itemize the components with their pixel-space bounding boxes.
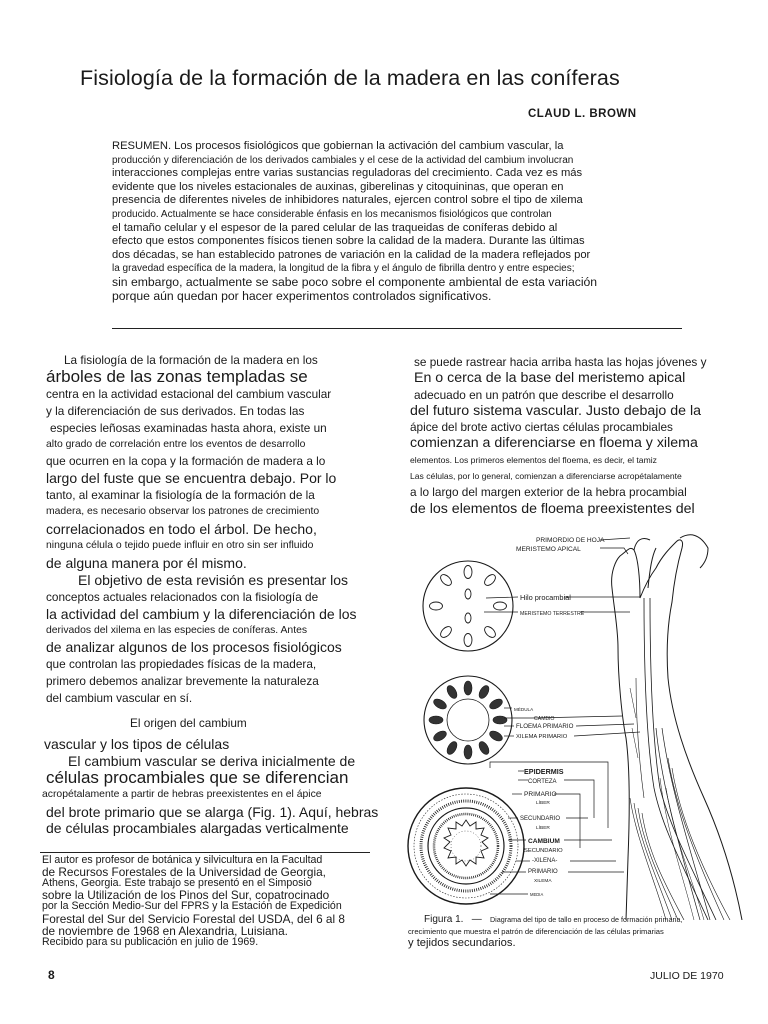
label-liber: LÍBER [536, 801, 550, 806]
body-line: alto grado de correlación entre los eventos de desarrollo [46, 438, 306, 450]
cross-section-primary [423, 561, 513, 651]
body-line: y la diferenciación de sus derivados. En todas las [46, 403, 305, 418]
abstract-line: producido. Actualmente se hace considerable énfasis en los mecanismos fisiológicos que controlan [112, 208, 552, 220]
label-secundario: SECUNDARIO [520, 816, 561, 822]
abstract [112, 140, 684, 303]
footnote [42, 855, 378, 948]
left-column [40, 352, 380, 837]
body-line: células procambiales que se diferencian [46, 767, 349, 787]
abstract-line: sin embargo, actualmente se sabe poco sobre el componente ambiental de esta variación [112, 274, 598, 289]
author-name: CLAUD L. BROWN [528, 108, 637, 120]
body-line: de células procambiales alargadas verticalmente [46, 820, 349, 837]
label-liber-2: LÍBER [536, 826, 550, 831]
footnote-line: Recibido para su publicación en julio de 1969. [42, 935, 259, 948]
right-column [404, 354, 744, 517]
footnote-line: sobre la Utilización de los Pinos del Sur, copatrocinado [42, 888, 330, 903]
label-hilo-procambial: Hilo procambial [520, 593, 571, 602]
label-primario: PRIMARIO [524, 791, 557, 798]
body-line: del cambium vascular en sí. [46, 691, 193, 706]
body-line: El cambium vascular se deriva inicialmente de [68, 752, 356, 769]
body-line: largo del fuste que se encuentra debajo. Por lo [46, 470, 337, 487]
body-line: árboles de las zonas templadas se [46, 366, 308, 386]
label-primordio: PRIMORDIO DE HOJA [536, 537, 605, 544]
cross-section-secondary [424, 676, 512, 764]
body-line: centra en la actividad estacional del cambium vascular [46, 386, 332, 401]
body-line: especies leñosas examinadas hasta ahora, existe un [50, 420, 327, 435]
label-epidermis: EPIDERMIS [524, 767, 564, 776]
cross-section-mature [408, 788, 524, 904]
body-line: madera, es necesario observar los patrones de crecimiento [46, 506, 320, 518]
caption-line-3: y tejidos secundarios. [408, 937, 516, 949]
abstract-line: la gravedad específica de la madera, la longitud de la fibra y el ángulo de fibrilla dentro y entre especies; [112, 263, 575, 275]
body-line: ápice del brote activo ciertas células procambiales [410, 420, 673, 435]
abstract-line: dos décadas, se han establecido patrones de variación en la calidad de la madera reflejados por [112, 248, 591, 261]
footnote-line: Athens, Georgia. Este trabajo se presentó en el Simposio [42, 877, 312, 890]
footnote-line: de noviembre de 1968 en Alexandria, Luisiana. [42, 923, 288, 938]
abstract-divider [112, 328, 682, 329]
stem-diagram-figure [404, 528, 748, 920]
footnote-line: de Recursos Forestales de la Universidad de Georgia, [42, 865, 326, 880]
page-number: 8 [48, 968, 55, 982]
abstract-line: interacciones complejas entre varias sustancias reguladoras del crecimiento. Cada vez es más [112, 167, 583, 180]
body-line: comienzan a diferenciarse en floema y xilema [410, 435, 698, 452]
footnote-line: Forestal del Sur del Servicio Forestal del USDA, del 6 al 8 [42, 911, 345, 926]
abstract-line: evidente que los niveles estacionales de auxinas, giberelinas y citoquininas, que operan en [112, 180, 564, 193]
section-heading: vascular y los tipos de células [44, 735, 230, 752]
body-line: adecuado en un patrón que describe el desarrollo [414, 387, 674, 402]
body-line: de los elementos de floema preexistentes del [410, 500, 695, 517]
caption-figure-label: Figura 1. [424, 914, 464, 925]
body-line: En o cerca de la base del meristemo apical [414, 370, 686, 387]
abstract-line: efecto que estos componentes físicos tienen sobre la calidad de la madera. Durante las últimas [112, 235, 585, 248]
article-title: Fisiología de la formación de la madera en las coníferas [80, 66, 620, 90]
label-medula: MÉDULA [514, 707, 534, 712]
label-media: MEDIA [530, 892, 544, 897]
leader-lines [484, 538, 640, 894]
figure-caption [408, 914, 754, 950]
label-corteza: CORTEZA [528, 779, 557, 785]
body-line: El objetivo de esta revisión es presentar los [78, 571, 349, 588]
abstract-line: presencia de diferentes niveles de inhibidores naturales, ejercen control sobre el tipo de xilema [112, 194, 583, 207]
body-line: primero debemos analizar brevemente la naturaleza [46, 674, 319, 689]
abstract-line: porque aún quedan por hacer experimentos controlados significativos. [112, 288, 492, 303]
section-heading: El origen del cambium [130, 716, 247, 731]
body-line: de analizar algunos de los procesos fisiológicos [46, 639, 342, 656]
caption-dash: — [471, 914, 482, 925]
label-xilema-primario: XILEMA PRIMARIO [516, 734, 568, 740]
body-line: que ocurren en la copa y la formación de madera a lo [46, 454, 326, 469]
abstract-line: RESUMEN. Los procesos fisiológicos que gobiernan la activación del cambium vascular, la [112, 140, 564, 152]
body-line: que controlan las propiedades físicas de la madera, [46, 657, 317, 672]
footnote-line: por la Sección Medio-Sur del FPRS y la Estación de Expedición [42, 900, 342, 913]
body-line: conceptos actuales relacionados con la fisiología de [46, 589, 319, 604]
shoot-longitudinal-section [612, 535, 742, 920]
label-xilema: XILEMA [534, 879, 552, 884]
label-floema-primario: FLOEMA PRIMARIO [516, 723, 574, 730]
abstract-line: producción y diferenciación de los derivados cambiales y el cese de la actividad del cambium involucran [112, 154, 574, 166]
body-line: ninguna célula o tejido puede influir en otro sin ser influido [46, 539, 314, 551]
label-cambio: CAMBIO [534, 716, 555, 722]
footnote-line: El autor es profesor de botánica y silvicultura en la Facultad [42, 854, 323, 866]
body-line: Las células, por lo general, comienzan a diferenciarse acropétalamente [410, 471, 682, 482]
body-line: correlacionados en todo el árbol. De hecho, [46, 521, 317, 538]
footnote-divider [40, 852, 370, 853]
body-line: derivados del xilema en las especies de coníferas. Antes [46, 624, 308, 636]
abstract-line: el tamaño celular y el espesor de la pared celular de las traqueidas de coníferas debido al [112, 221, 558, 234]
body-line: acropétalamente a partir de hebras preexistentes en el ápice [42, 788, 322, 800]
body-line: del futuro sistema vascular. Justo debajo de la [410, 402, 702, 419]
caption-line-1 [424, 914, 754, 926]
label-meristemo-apical: MERISTEMO APICAL [516, 546, 581, 553]
body-line: la actividad del cambium y la diferenciación de los [46, 605, 357, 622]
body-line: se puede rastrear hacia arriba hasta las hojas jóvenes y [414, 355, 707, 369]
caption-text: Diagrama del tipo de tallo en proceso de formación primaria, [489, 915, 683, 924]
label-cambium: CAMBIUM [528, 838, 560, 845]
body-line: elementos. Los primeros elementos del floema, es decir, el tamiz [410, 454, 657, 465]
body-line: tanto, al examinar la fisiología de la formación de la [46, 488, 315, 503]
body-line: a lo largo del margen exterior de la hebra procambial [410, 485, 687, 500]
issue-date: JULIO DE 1970 [650, 970, 724, 982]
body-line: del brote primario que se alarga (Fig. 1). Aquí, hebras [46, 803, 379, 820]
label-primario-2: PRIMARIO [528, 869, 558, 875]
body-line: La fisiología de la formación de la madera en los [64, 353, 318, 367]
label-meristemo-terrestre: MERISTEMO TERRESTRE [520, 611, 585, 617]
label-xilena: -XILENA- [532, 858, 558, 864]
body-line: de alguna manera por él mismo. [46, 554, 247, 571]
label-secundario-2: SECUNDARIO [524, 848, 563, 854]
caption-line-2: crecimiento que muestra el patrón de diferenciación de las células primarias [408, 927, 664, 936]
